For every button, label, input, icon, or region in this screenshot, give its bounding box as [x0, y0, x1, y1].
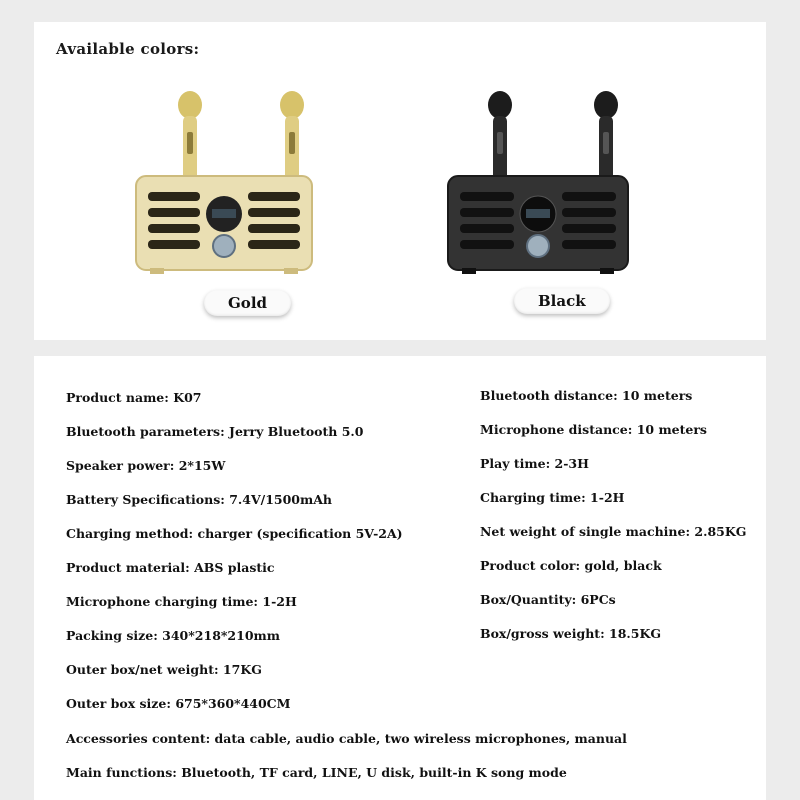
spec-line: Bluetooth parameters: Jerry Bluetooth 5.0: [66, 424, 364, 439]
gold-microphone-right: [280, 91, 304, 184]
spec-line: Microphone distance: 10 meters: [480, 422, 707, 437]
spec-line: Outer box/net weight: 17KG: [66, 662, 262, 677]
spec-line: Product name: K07: [66, 390, 202, 405]
specs-panel: [34, 356, 766, 800]
spec-line: Box/Quantity: 6PCs: [480, 592, 616, 607]
spec-line: Charging method: charger (specification 5V-2A): [66, 526, 403, 541]
spec-main-functions: Main functions: Bluetooth, TF card, LINE, U disk, built-in K song mode: [66, 765, 567, 780]
spec-line: Bluetooth distance: 10 meters: [480, 388, 693, 403]
spec-line: Outer box size: 675*360*440CM: [66, 696, 291, 711]
gold-microphone-left: [178, 91, 202, 184]
gold-speaker-image: [120, 88, 320, 278]
black-speaker-image: [434, 88, 634, 278]
spec-line: Microphone charging time: 1-2H: [66, 594, 297, 609]
variant-label-black: Black: [514, 288, 610, 314]
spec-accessories: Accessories content: data cable, audio cable, two wireless microphones, manual: [66, 731, 627, 746]
spec-line: Net weight of single machine: 2.85KG: [480, 524, 747, 539]
spec-line: Play time: 2-3H: [480, 456, 589, 471]
spec-line: Speaker power: 2*15W: [66, 458, 226, 473]
spec-line: Product material: ABS plastic: [66, 560, 275, 575]
spec-line: Charging time: 1-2H: [480, 490, 625, 505]
specs-right-column: [480, 386, 746, 658]
variant-label-gold: Gold: [204, 290, 291, 316]
colors-title: Available colors:: [56, 40, 200, 58]
spec-line: Battery Specifications: 7.4V/1500mAh: [66, 492, 333, 507]
colors-panel: [34, 22, 766, 340]
spec-line: Box/gross weight: 18.5KG: [480, 626, 662, 641]
specs-left-column: [66, 388, 403, 728]
spec-line: Product color: gold, black: [480, 558, 662, 573]
spec-line: Packing size: 340*218*210mm: [66, 628, 280, 643]
